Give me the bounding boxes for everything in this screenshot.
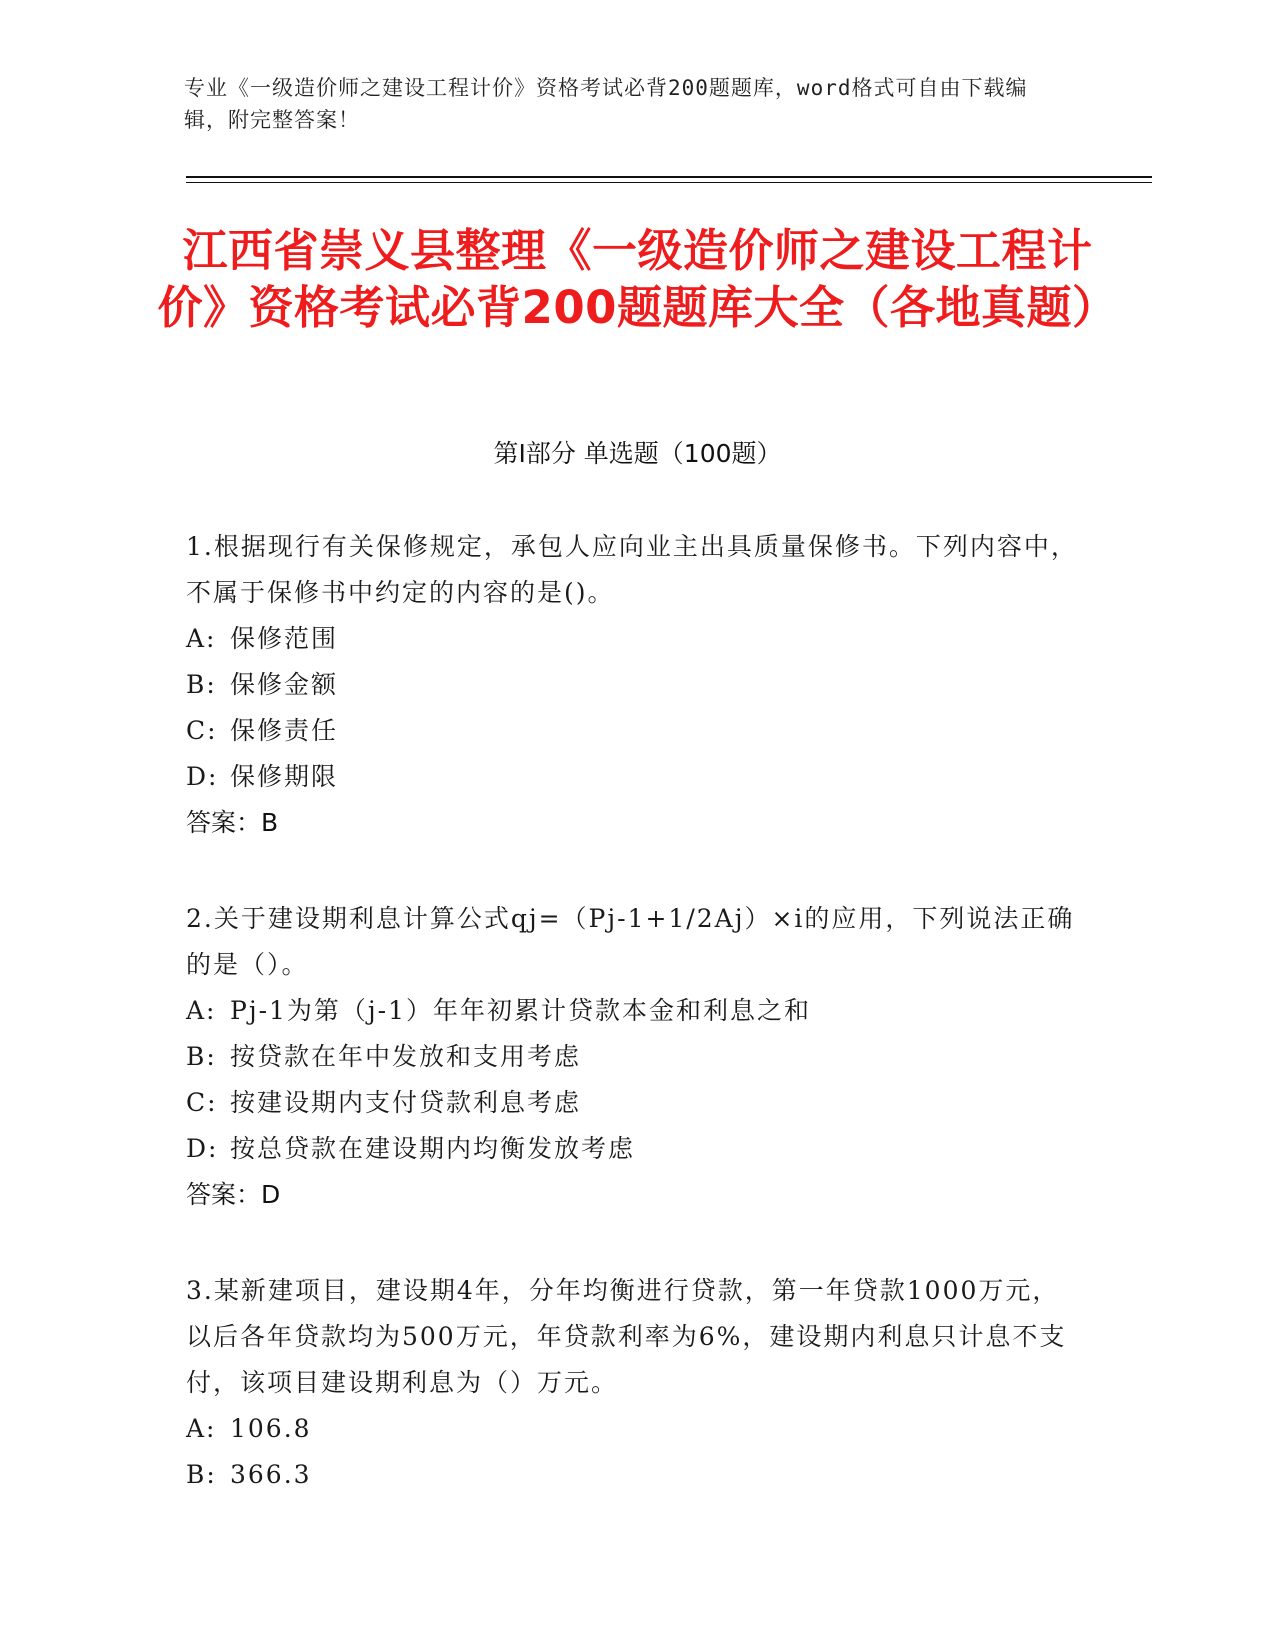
option-text: 按总贷款在建设期内均衡发放考虑 <box>230 1134 636 1163</box>
question-stem: 1.根据现行有关保修规定，承包人应向业主出具质量保修书。下列内容中，不属于保修书中约定的内容的是()。 <box>186 532 1078 607</box>
question-list <box>186 524 1086 1548</box>
option-c <box>186 708 1086 754</box>
answer-line: 答案：B <box>186 808 279 837</box>
option-d <box>186 1126 1086 1172</box>
option-text: 保修金额 <box>230 670 339 699</box>
question-stem: 2.关于建设期利息计算公式qj=（Pj-1+1/2Aj）×i的应用，下列说法正确的是（）。 <box>186 904 1075 979</box>
option-key: A: <box>186 996 217 1025</box>
option-text: 保修期限 <box>230 762 339 791</box>
option-a <box>186 616 1086 662</box>
option-a <box>186 988 1086 1034</box>
question-3 <box>186 1268 1086 1498</box>
option-text: 366.3 <box>230 1460 312 1489</box>
option-text: 保修责任 <box>230 716 339 745</box>
option-b <box>186 1452 1086 1498</box>
option-key: B: <box>186 1460 217 1489</box>
header-divider-thin <box>186 182 1152 183</box>
option-key: A: <box>186 624 217 653</box>
option-key: C: <box>186 716 218 745</box>
option-text: 保修范围 <box>230 624 339 653</box>
question-1 <box>186 524 1086 846</box>
option-d <box>186 754 1086 800</box>
option-key: B: <box>186 1042 217 1071</box>
answer-line: 答案：D <box>186 1180 281 1209</box>
option-key: D: <box>186 1134 219 1163</box>
option-key: D: <box>186 762 219 791</box>
option-text: 106.8 <box>230 1414 312 1443</box>
option-key: C: <box>186 1088 218 1117</box>
option-key: A: <box>186 1414 217 1443</box>
option-a <box>186 1406 1086 1452</box>
option-text: 按贷款在年中发放和支用考虑 <box>230 1042 582 1071</box>
option-b <box>186 662 1086 708</box>
option-b <box>186 1034 1086 1080</box>
question-stem: 3.某新建项目，建设期4年，分年均衡进行贷款，第一年贷款1000万元，以后各年贷款均为500万元，年贷款利率为6%，建设期内利息只计息不支付，该项目建设期利息为（）万元。 <box>186 1276 1067 1397</box>
option-c <box>186 1080 1086 1126</box>
option-text: 按建设期内支付贷款利息考虑 <box>230 1088 582 1117</box>
document-title: 江西省崇义县整理《一级造价师之建设工程计价》资格考试必背200题题库大全（各地真题） <box>157 224 1118 334</box>
option-text: Pj-1为第（j-1）年年初累计贷款本金和利息之和 <box>230 996 812 1025</box>
header-note: 专业《一级造价师之建设工程计价》资格考试必背200题题库，word格式可自由下载编辑，附完整答案！ <box>184 76 1028 132</box>
question-2 <box>186 896 1086 1218</box>
header-divider-thick <box>186 176 1152 178</box>
section-title: 第I部分 单选题（100题） <box>493 439 782 468</box>
option-key: B: <box>186 670 217 699</box>
